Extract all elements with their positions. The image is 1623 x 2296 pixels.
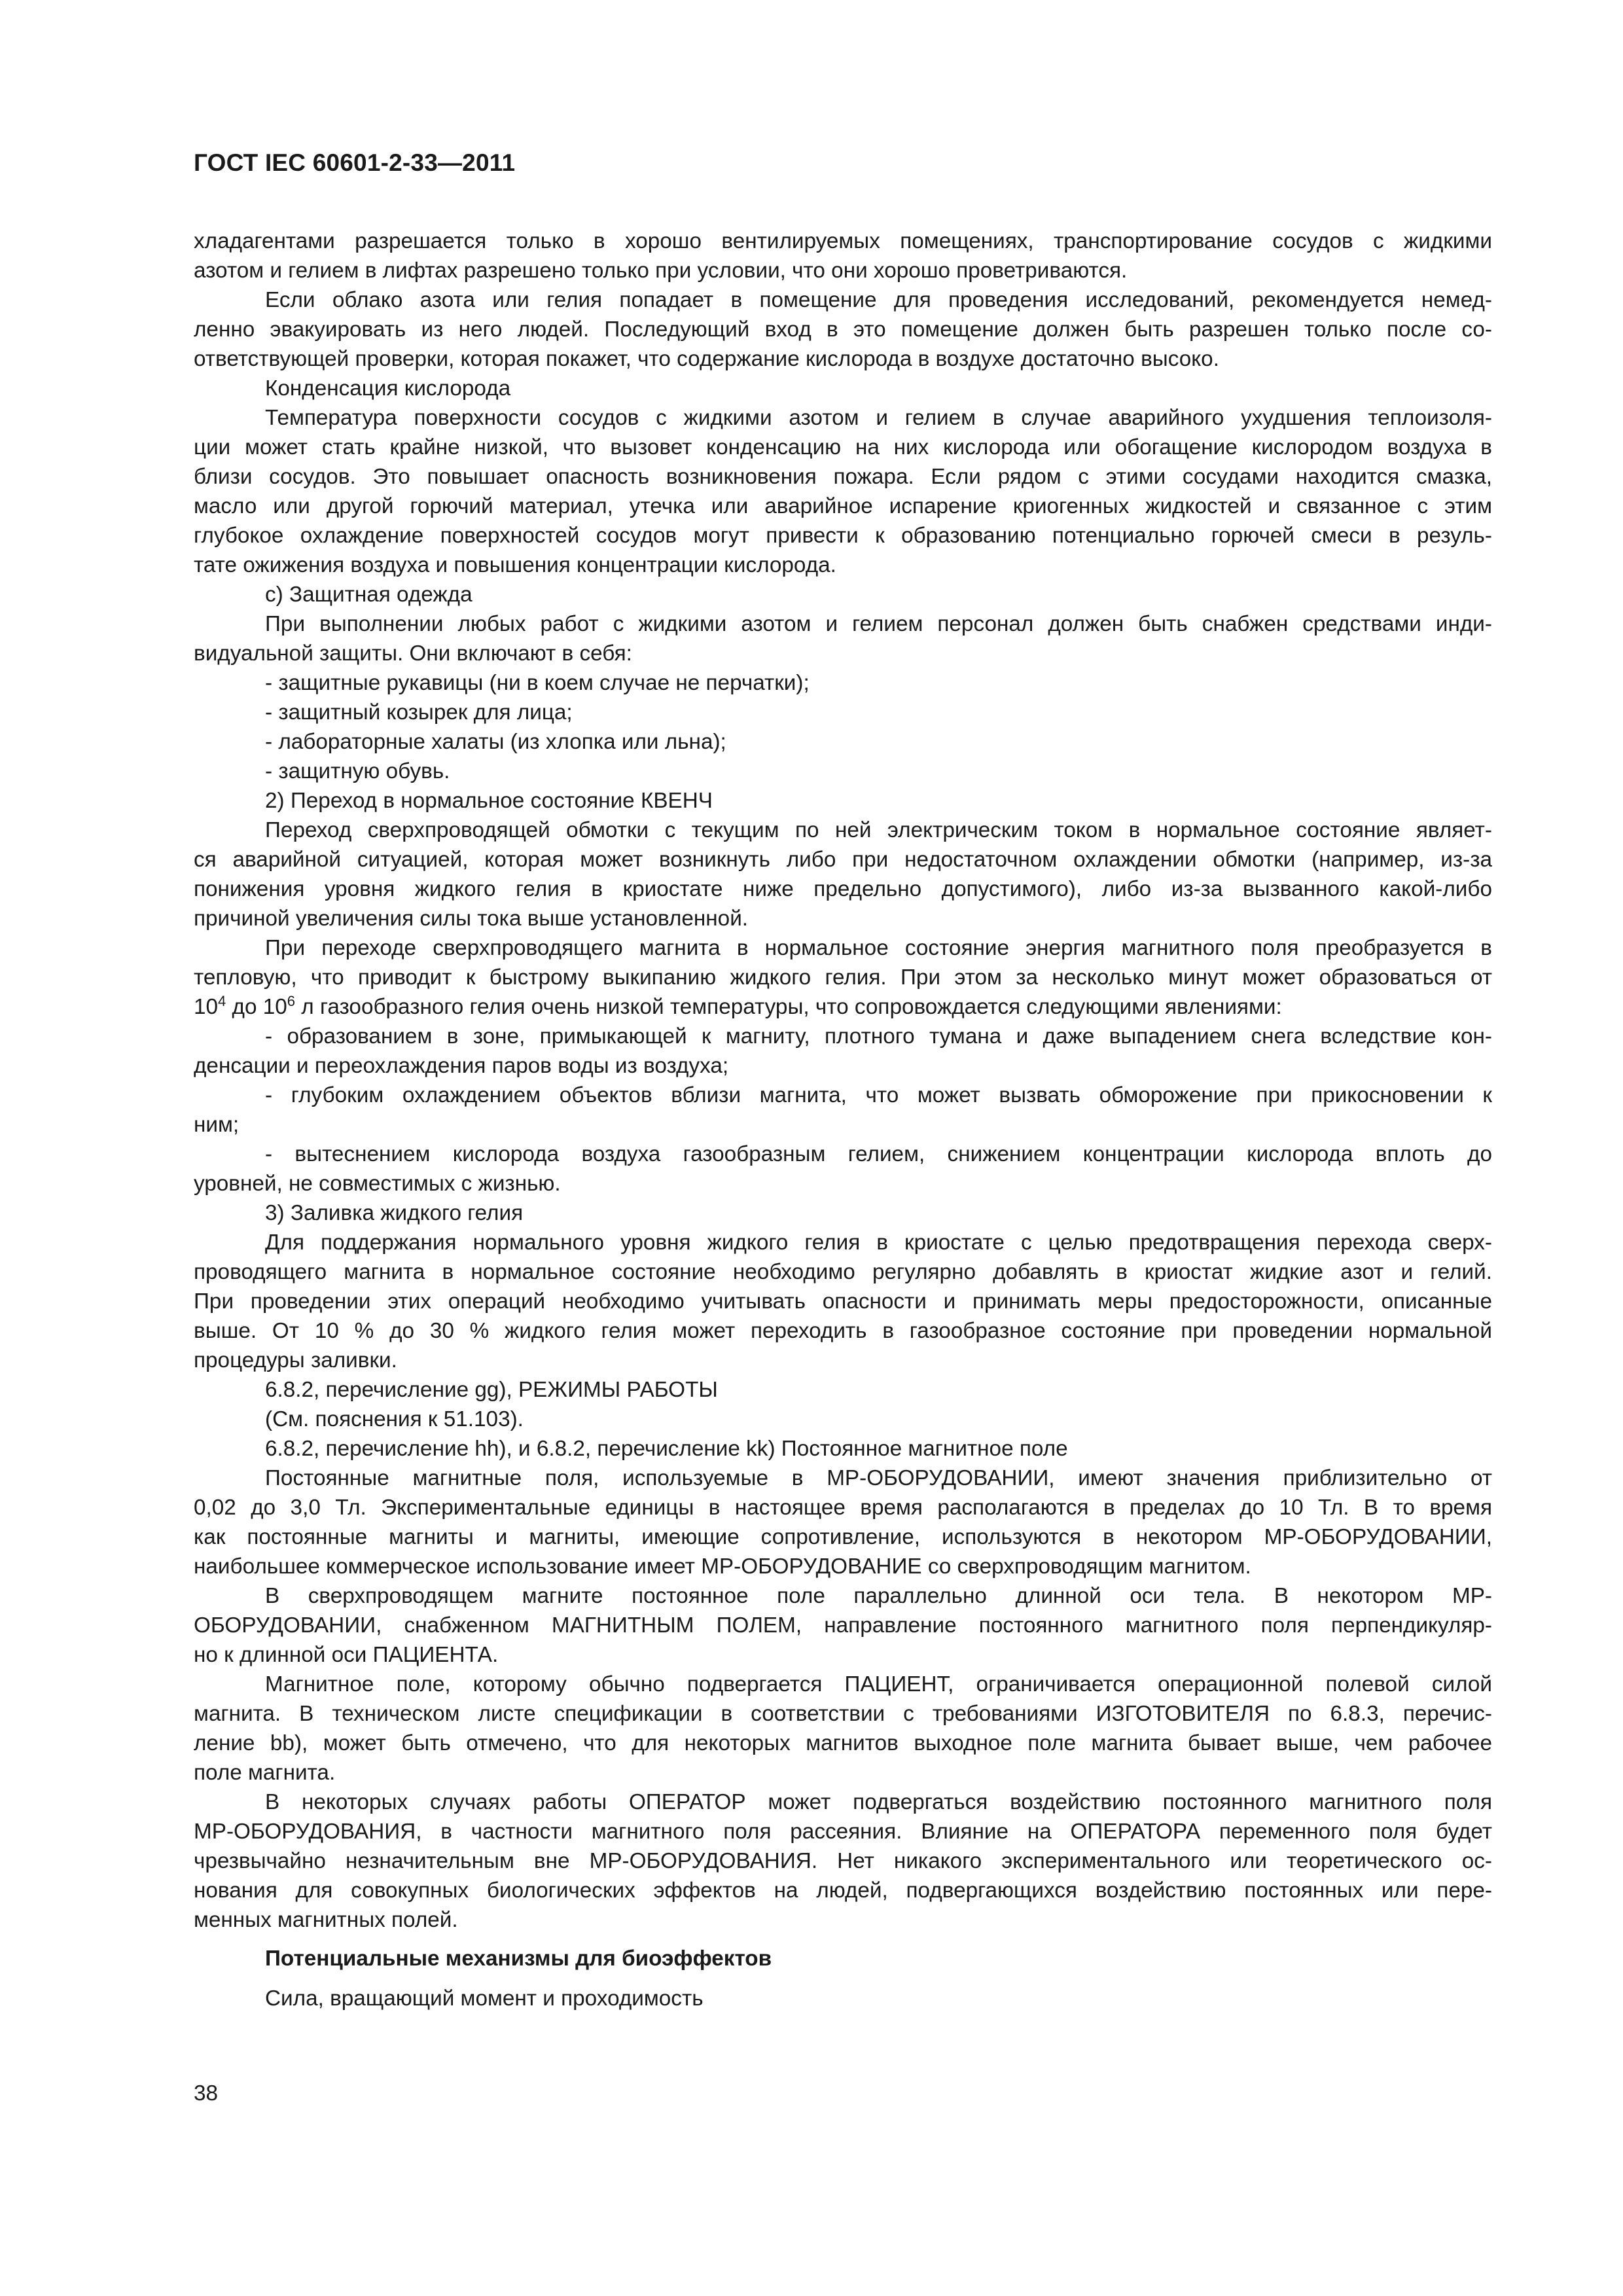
text-line: ции может стать крайне низкой, что вызовет конденсацию на них кислорода или обогащение кислородом воздуха в	[194, 435, 1492, 459]
text-line: денсации и переохлаждения паров воды из воздуха;	[194, 1054, 729, 1078]
superscript: 4	[218, 993, 226, 1009]
text-line: Конденсация кислорода	[265, 376, 511, 401]
text-fragment: до 10	[226, 995, 287, 1019]
text-fragment: 10	[194, 995, 219, 1019]
text-line: 6.8.2, перечисление hh), и 6.8.2, перечисление kk) Постоянное магнитное поле	[265, 1437, 1068, 1461]
text-line: - защитные рукавицы (ни в коем случае не перчатки);	[265, 671, 810, 695]
text-line: 6.8.2, перечисление gg), РЕЖИМЫ РАБОТЫ	[265, 1378, 718, 1402]
text-line: проводящего магнита в нормальное состояние необходимо регулярно добавлять в криостат жидкие азот и гелий.	[194, 1260, 1492, 1284]
text-line: ся аварийной ситуацией, которая может возникнуть либо при недостаточном охлаждении обмотки (например, из-за	[194, 848, 1492, 872]
text-line: 0,02 до 3,0 Тл. Экспериментальные единицы в настоящее время располагаются в пределах до 10 Тл. В то время	[194, 1496, 1492, 1520]
superscript: 6	[287, 993, 296, 1009]
text-line: Температура поверхности сосудов с жидкими азотом и гелием в случае аварийного ухудшения теплоизоля-	[265, 406, 1492, 430]
text-line: масло или другой горючий материал, утечка или аварийное испарение криогенных жидкостей и связанное с этим	[194, 494, 1492, 518]
body-text	[194, 226, 1492, 1935]
text-line: 2) Переход в нормальное состояние КВЕНЧ	[265, 789, 713, 813]
text-line: понижения уровня жидкого гелия в криостате ниже предельно допустимого), либо из-за вызванного какой-либо	[194, 877, 1492, 901]
text-line: ответствующей проверки, которая покажет, что содержание кислорода в воздухе достаточно высоко.	[194, 347, 1219, 371]
text-line: При выполнении любых работ с жидкими азотом и гелием персонал должен быть снабжен средствами инди-	[265, 612, 1492, 636]
text-line: Для поддержания нормального уровня жидкого гелия в криостате с целью предотвращения перехода сверх-	[265, 1230, 1492, 1255]
text-line: выше. От 10 % до 30 % жидкого гелия может переходить в газообразное состояние при проведении нормальной	[194, 1319, 1492, 1343]
text-line: уровней, не совместимых с жизнью.	[194, 1172, 561, 1196]
text-line	[194, 992, 1492, 1022]
text-line: Переход сверхпроводящей обмотки с текущим по ней электрическим током в нормальное состояние являет-	[265, 818, 1492, 842]
text-line: тате ожижения воздуха и повышения концентрации кислорода.	[194, 553, 836, 577]
text-line: В сверхпроводящем магните постоянное поле параллельно длинной оси тела. В некотором МР-	[265, 1584, 1492, 1608]
text-line: ление bb), может быть отмечено, что для некоторых магнитов выходное поле магнита бывает выше, чем рабочее	[194, 1731, 1492, 1755]
text-line: как постоянные магниты и магниты, имеющие сопротивление, используются в некотором МР-ОБОРУДОВАНИИ,	[194, 1525, 1492, 1549]
text-line: Магнитное поле, которому обычно подвергается ПАЦИЕНТ, ограничивается операционной полевой силой	[265, 1672, 1492, 1696]
text-line: При переходе сверхпроводящего магнита в нормальное состояние энергия магнитного поля преобразуется в	[265, 936, 1492, 960]
text-line: менных магнитных полей.	[194, 1908, 458, 1932]
text-line: нования для совокупных биологических эффектов на людей, подвергающихся воздействию постоянных или пере-	[194, 1878, 1492, 1903]
section-heading: Потенциальные механизмы для биоэффектов	[265, 1946, 772, 1971]
text-line: МР-ОБОРУДОВАНИЯ, в частности магнитного поля рассеяния. Влияние на ОПЕРАТОРА переменного поля будет	[194, 1820, 1492, 1844]
text-line: но к длинной оси ПАЦИЕНТА.	[194, 1643, 499, 1667]
text-line: Постоянные магнитные поля, используемые в МР-ОБОРУДОВАНИИ, имеют значения приблизительно от	[265, 1466, 1492, 1490]
text-line: азотом и гелием в лифтах разрешено только при условии, что они хорошо проветриваются.	[194, 259, 1128, 283]
text-line: - защитный козырек для лица;	[265, 700, 573, 725]
text-line: - глубоким охлаждением объектов вблизи магнита, что может вызвать обморожение при прикосновении к	[265, 1083, 1492, 1107]
text-line: наибольшее коммерческое использование имеет МР-ОБОРУДОВАНИЕ со сверхпроводящим магнитом.	[194, 1554, 1251, 1579]
text-line: - вытеснением кислорода воздуха газообразным гелием, снижением концентрации кислорода вплоть до	[265, 1142, 1492, 1166]
text-line: 3) Заливка жидкого гелия	[265, 1201, 524, 1225]
text-line: хладагентами разрешается только в хорошо вентилируемых помещениях, транспортирование сосудов с жидкими	[194, 229, 1492, 253]
text-line: (См. пояснения к 51.103).	[265, 1407, 524, 1431]
text-line: ОБОРУДОВАНИИ, снабженном МАГНИТНЫМ ПОЛЕМ, направление постоянного магнитного поля перпендикуляр-	[194, 1613, 1492, 1638]
text-line: близи сосудов. Это повышает опасность возникновения пожара. Если рядом с этими сосудами находится смазка,	[194, 465, 1492, 489]
section-subheading: Сила, вращающий момент и проходимость	[265, 1986, 704, 2011]
page-number: 38	[194, 2081, 219, 2106]
text-line: - защитную обувь.	[265, 759, 450, 783]
text-line: ним;	[194, 1113, 240, 1137]
text-line: В некоторых случаях работы ОПЕРАТОР может подвергаться воздействию постоянного магнитного поля	[265, 1790, 1492, 1814]
text-line: При проведении этих операций необходимо учитывать опасности и принимать меры предосторожности, описанные	[194, 1289, 1492, 1314]
text-line: процедуры заливки.	[194, 1348, 397, 1372]
text-fragment: л газообразного гелия очень низкой температуры, что сопровождается следующими явлениями:	[295, 995, 1282, 1019]
document-header: ГОСТ IEC 60601-2-33—2011	[194, 149, 516, 176]
text-line: тепловую, что приводит к быстрому выкипанию жидкого гелия. При этом за несколько минут может образоваться от	[194, 965, 1492, 990]
text-line: магнита. В техническом листе спецификации в соответствии с требованиями ИЗГОТОВИТЕЛЯ по 6.8.3, перечис-	[194, 1702, 1492, 1726]
text-line: чрезвычайно незначительным вне МР-ОБОРУДОВАНИЯ. Нет никакого экспериментального или теоретического ос-	[194, 1849, 1492, 1873]
text-line: - лабораторные халаты (из хлопка или льна);	[265, 730, 726, 754]
text-line: Если облако азота или гелия попадает в помещение для проведения исследований, рекомендуется немед-	[265, 288, 1492, 312]
text-line: c) Защитная одежда	[265, 583, 473, 607]
text-line: поле магнита.	[194, 1761, 336, 1785]
text-line: - образованием в зоне, примыкающей к магниту, плотного тумана и даже выпадением снега вследствие кон-	[265, 1024, 1492, 1049]
text-line: причиной увеличения силы тока выше установленной.	[194, 906, 749, 931]
text-line: глубокое охлаждение поверхностей сосудов могут привести к образованию потенциально горючей смеси в резуль-	[194, 524, 1492, 548]
text-line: видуальной защиты. Они включают в себя:	[194, 641, 632, 666]
text-line: ленно эвакуировать из него людей. Последующий вход в это помещение должен быть разрешен только после со-	[194, 317, 1492, 342]
